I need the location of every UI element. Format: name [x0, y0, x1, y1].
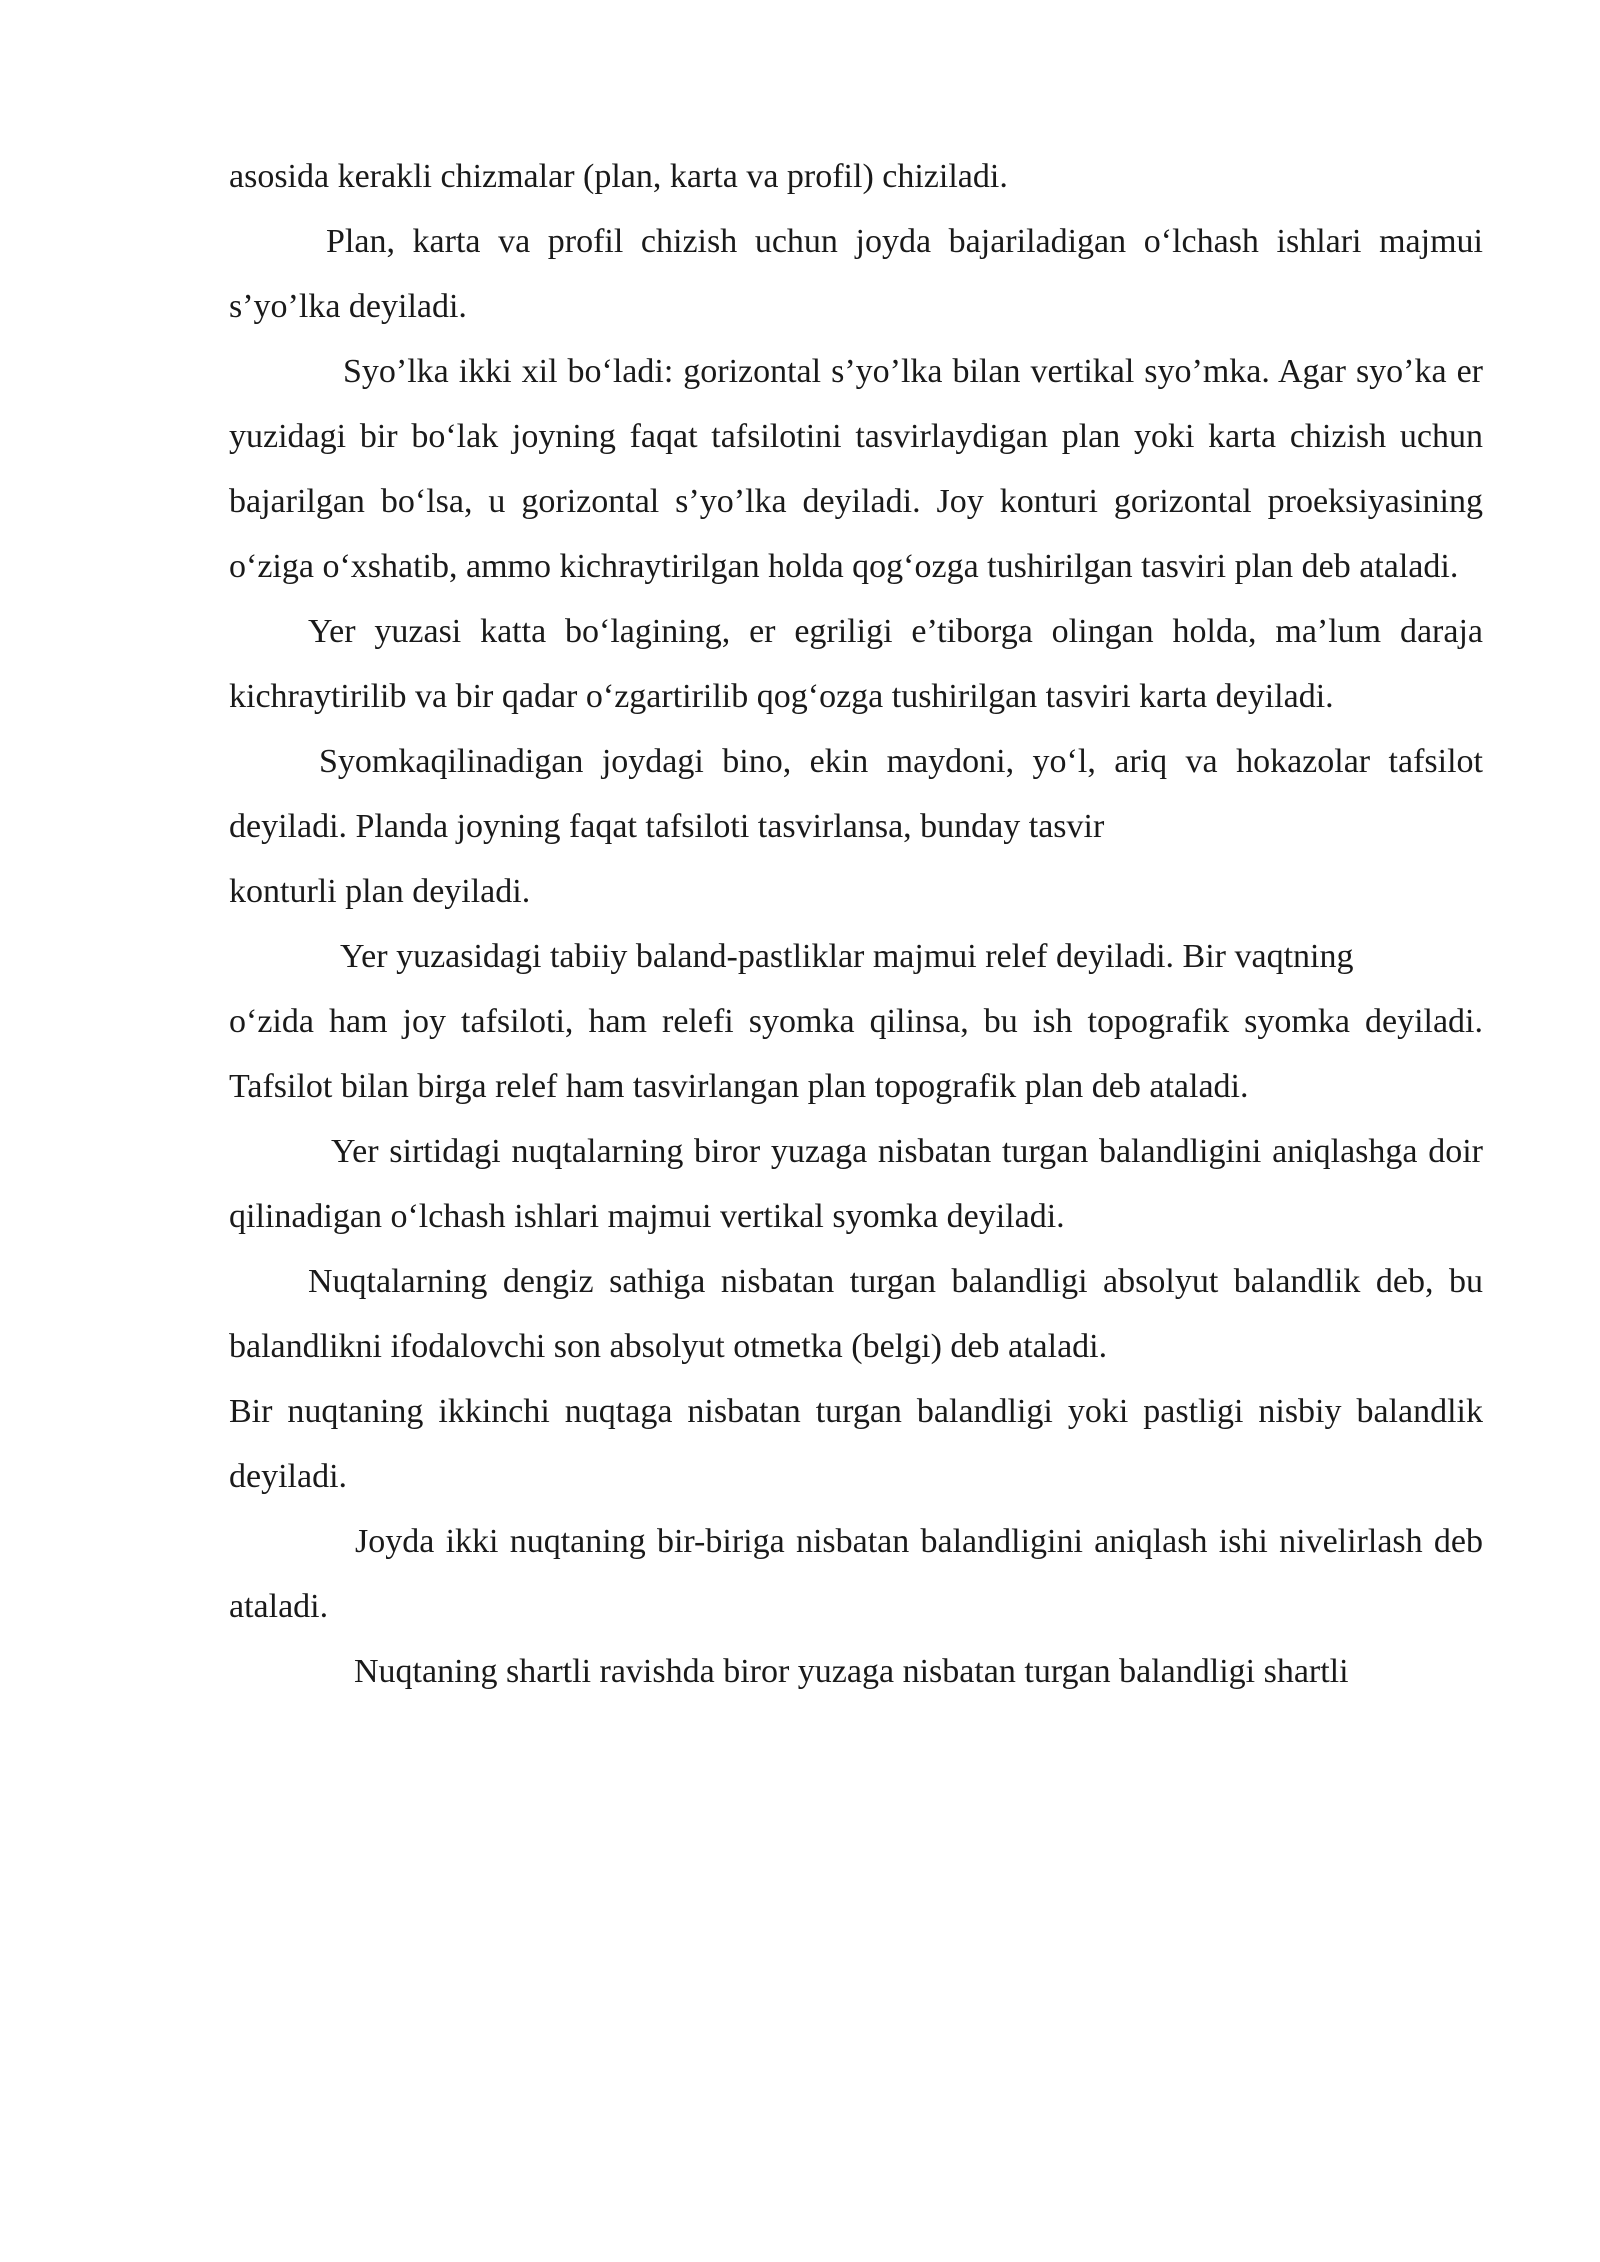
paragraph-12: Joyda ikki nuqtaning bir-biriga nisbatan balandligini aniqlash ishi nivelirlash deb ataladi.	[229, 1523, 1483, 1625]
paragraph-1: asosida kerakli chizmalar (plan, karta va profil) chiziladi.	[229, 158, 1008, 195]
paragraph-10: Nuqtalarning dengiz sathiga nisbatan turgan balandligi absolyut balandlik deb, bu balandlikni ifodalovchi son absolyut otmetka (belgi) deb ataladi.	[229, 1263, 1483, 1365]
paragraph-7: Yer yuzasidagi tabiiy baland-pastliklar majmui relef deyiladi. Bir vaqtning	[340, 938, 1354, 975]
paragraph-3: Syo’lka ikki xil bo‘ladi: gorizontal s’yo’lka bilan vertikal syo’mka. Agar syo’ka er yuzidagi bir bo‘lak joyning faqat tafsilotini tasvirlaydigan plan yoki karta chizish uchun bajarilgan bo‘lsa, u gorizontal s’yo’lka deyiladi. Joy konturi gorizontal proeksiyasining o‘ziga o‘xshatib, ammo kichraytirilgan holda qog‘ozga tushirilgan tasviri plan deb ataladi.	[229, 353, 1483, 585]
document-body	[229, 144, 1483, 1704]
paragraph-5: Syomkaqilinadigan joydagi bino, ekin maydoni, yo‘l, ariq va hokazolar tafsilot deyiladi. Planda joyning faqat tafsiloti tasvirlansa, bunday tasvir	[229, 743, 1483, 845]
paragraph-2: Plan, karta va profil chizish uchun joyda bajariladigan o‘lchash ishlari majmui s’yo’lka deyiladi.	[229, 223, 1483, 325]
paragraph-9: Yer sirtidagi nuqtalarning biror yuzaga nisbatan turgan balandligini aniqlashga doir qilinadigan o‘lchash ishlari majmui vertikal syomka deyiladi.	[229, 1133, 1483, 1235]
paragraph-4: Yer yuzasi katta bo‘lagining, er egriligi e’tiborga olingan holda, ma’lum daraja kichraytirilib va bir qadar o‘zgartirilib qog‘ozga tushirilgan tasviri karta deyiladi.	[229, 613, 1483, 715]
paragraph-13: Nuqtaning shartli ravishda biror yuzaga nisbatan turgan balandligi shartli	[354, 1653, 1349, 1690]
paragraph-8: o‘zida ham joy tafsiloti, ham relefi syomka qilinsa, bu ish topografik syomka deyiladi. Tafsilot bilan birga relef ham tasvirlangan plan topografik plan deb ataladi.	[229, 1003, 1483, 1105]
paragraph-11: Bir nuqtaning ikkinchi nuqtaga nisbatan turgan balandligi yoki pastligi nisbiy balandlik deyiladi.	[229, 1393, 1483, 1495]
paragraph-6: konturli plan deyiladi.	[229, 873, 531, 910]
